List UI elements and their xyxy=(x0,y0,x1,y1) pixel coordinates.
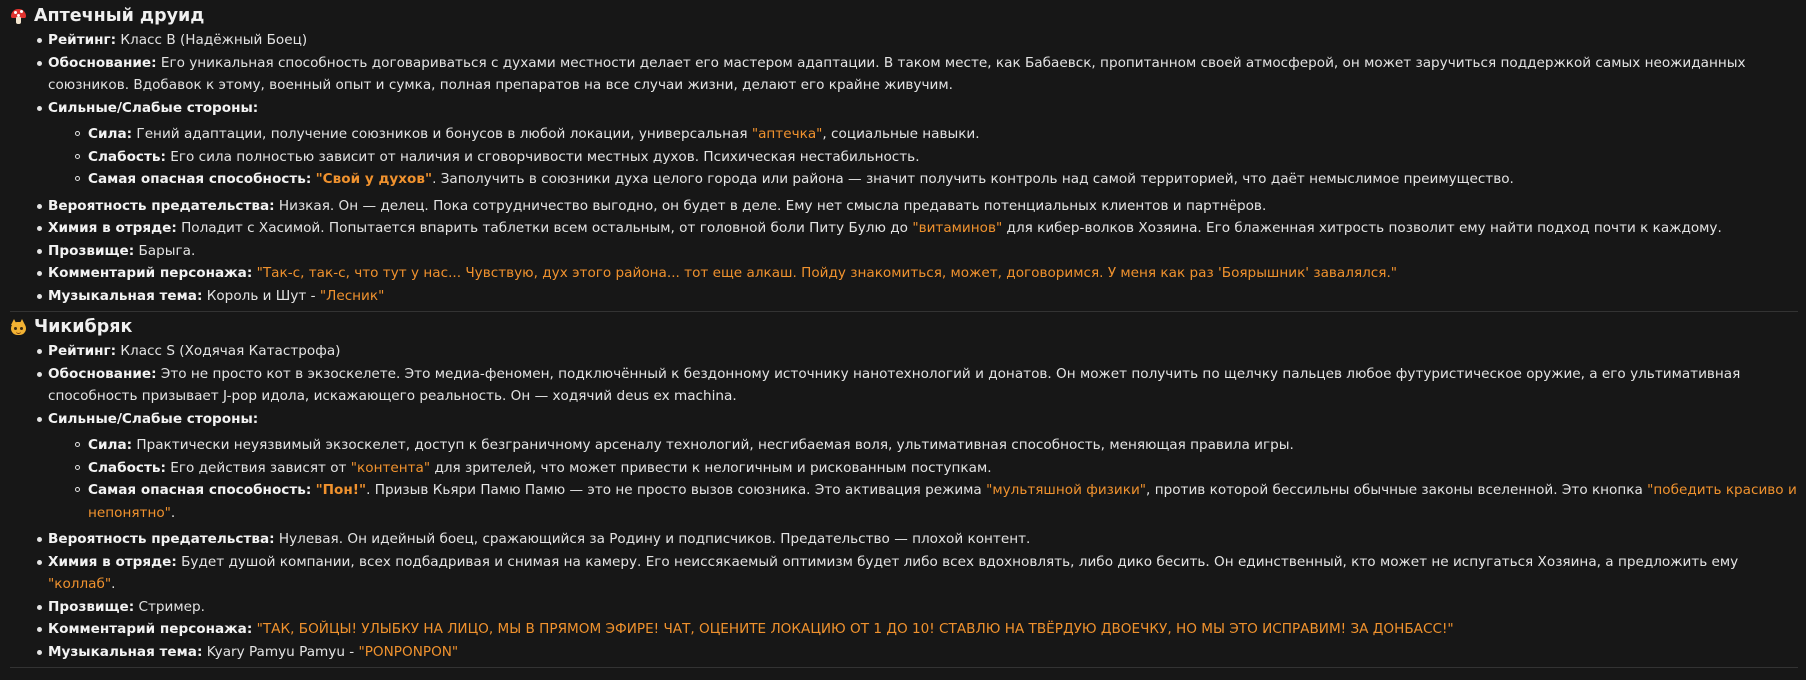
character-details-list xyxy=(10,29,1798,307)
comment-quote: "Так-с, так-с, что тут у нас... Чувствую, дух этого района... тот еще алкаш. Пойду знакомиться, может, договоримся. У меня как раз 'Боярышник' завалялся." xyxy=(256,265,1398,281)
list-item-strengths-weaknesses xyxy=(10,408,1798,527)
chemistry-quote: "витаминов" xyxy=(912,220,1003,236)
ability-text-middle: , против которой бессильны обычные законы вселенной. Это кнопка xyxy=(1146,482,1648,498)
nickname-label: Прозвище: xyxy=(48,598,135,615)
list-item-weakness xyxy=(48,457,1798,480)
list-item-comment xyxy=(10,262,1798,285)
section-divider xyxy=(10,667,1798,668)
character-name: Аптечный друид xyxy=(34,6,205,26)
nickname-label: Прозвище: xyxy=(48,242,135,259)
reason-text: Это не просто кот в экзоскелете. Это медиа-феномен, подключённый к бездонному источнику нанотехнологий и донатов. Он может получить по щелчку пальцев любое футуристическое оружие, а его ультимативная способность призывает J-pop идола, искажающего реальность. Он — ходячий deus ex machina. xyxy=(48,365,1741,404)
music-label: Музыкальная тема: xyxy=(48,643,203,660)
list-item-strengths-weaknesses xyxy=(10,97,1798,193)
rating-value: Класс S (Ходячая Катастрофа) xyxy=(120,343,341,359)
character-name: Чикибряк xyxy=(34,317,133,337)
reason-text: Его уникальная способность договариваться с духами местности делает его мастером адаптации. В таком месте, как Бабаевск, пропитанном своей атмосферой, он может заручиться поддержкой самых неожиданных союзников. Вдобавок к этому, военный опыт и сумка, полная препаратов на все случаи жизни, делают его крайне живучим. xyxy=(48,54,1746,93)
music-artist: Kyary Pamyu Pamyu - xyxy=(206,643,359,660)
ability-quote-win: "победить красиво и непонятно" xyxy=(88,482,1797,521)
chemistry-text: Будет душой компании, всех подбадривая и снимая на камеру. Его неиссякаемый оптимизм будет либо всех вдохновлять, либо дико бесить. Он единственный, кто может не испугаться Хозяина, а предложить ему xyxy=(181,553,1739,570)
list-item-nickname xyxy=(10,240,1798,263)
list-item-strength xyxy=(48,123,1798,146)
strength-text: Гений адаптации, получение союзников и бонусов в любой локации, универсальная xyxy=(136,126,752,142)
music-title: "PONPONPON" xyxy=(358,643,459,660)
chemistry-text: Поладит с Хасимой. Попытается впарить таблетки всем остальным, от головной боли Питу Булю до xyxy=(181,220,913,236)
strength-label: Сила: xyxy=(88,126,133,142)
list-item-ability xyxy=(48,479,1798,524)
nickname-value: Стример. xyxy=(138,598,205,615)
rating-label: Рейтинг: xyxy=(48,343,117,359)
weakness-quote: "контента" xyxy=(350,459,431,476)
list-item-music xyxy=(10,285,1798,308)
strengths-weaknesses-list xyxy=(48,432,1798,526)
music-artist: Король и Шут - xyxy=(206,287,320,304)
list-item-betrayal xyxy=(10,528,1798,551)
list-item-nickname xyxy=(10,596,1798,619)
list-item-betrayal xyxy=(10,195,1798,218)
rating-value: Класс B (Надёжный Боец) xyxy=(120,32,308,48)
betrayal-text: Нулевая. Он идейный боец, сражающийся за Родину и подписчиков. Предательство — плохой контент. xyxy=(278,531,1031,547)
strength-quote: "аптечка" xyxy=(751,126,823,142)
comment-label: Комментарий персонажа: xyxy=(48,621,253,637)
strengths-weaknesses-label: Сильные/Слабые стороны: xyxy=(48,410,259,427)
strength-label: Сила: xyxy=(88,437,133,453)
weakness-text-end: для зрителей, что может привести к нелогичным и рискованным поступкам. xyxy=(430,459,992,476)
weakness-label: Слабость: xyxy=(88,148,166,165)
weakness-text: Его сила полностью зависит от наличия и сговорчивости местных духов. Психическая нестабильность. xyxy=(170,148,920,165)
chemistry-label: Химия в отряде: xyxy=(48,553,177,570)
chemistry-text-end: для кибер-волков Хозяина. Его блаженная хитрость позволит ему найти подход почти к каждому. xyxy=(1002,220,1722,236)
nickname-value: Барыга. xyxy=(138,242,196,259)
chemistry-label: Химия в отряде: xyxy=(48,220,177,236)
ability-label: Самая опасная способность: xyxy=(88,482,312,498)
music-label: Музыкальная тема: xyxy=(48,287,203,304)
list-item-rating xyxy=(10,29,1798,52)
chemistry-text-end: . xyxy=(111,576,116,592)
ability-quote-physics: "мультяшной физики" xyxy=(986,482,1147,498)
ability-text-end: . xyxy=(170,504,176,521)
list-item-strength xyxy=(48,434,1798,457)
list-item-chemistry xyxy=(10,217,1798,240)
mushroom-icon xyxy=(10,8,27,25)
strength-text: Практически неуязвимый экзоскелет, доступ к безграничному арсеналу технологий, несгибаемая воля, ультимативная способность, меняющая правила игры. xyxy=(136,437,1294,453)
ability-text: . Призыв Кьяри Памю Памю — это не просто вызов союзника. Это активация режима xyxy=(366,482,987,498)
reason-label: Обоснование: xyxy=(48,54,157,71)
betrayal-text: Низкая. Он — делец. Пока сотрудничество выгодно, он будет в деле. Ему нет смысла предавать потенциальных клиентов и партнёров. xyxy=(278,197,1267,214)
character-section-druid xyxy=(10,3,1798,312)
strengths-weaknesses-list xyxy=(48,121,1798,193)
list-item-music xyxy=(10,641,1798,664)
music-title: "Лесник" xyxy=(319,287,385,304)
character-section-chikibryak xyxy=(10,314,1798,668)
betrayal-label: Вероятность предательства: xyxy=(48,531,275,547)
rating-label: Рейтинг: xyxy=(48,32,117,48)
chemistry-quote: "коллаб" xyxy=(48,576,112,592)
comment-label: Комментарий персонажа: xyxy=(48,265,253,281)
character-details-list xyxy=(10,340,1798,663)
reason-label: Обоснование: xyxy=(48,365,157,382)
list-item-rating xyxy=(10,340,1798,363)
strength-text-end: , социальные навыки. xyxy=(822,126,980,142)
ability-quote: "Свой у духов" xyxy=(315,171,433,187)
list-item-chemistry xyxy=(10,551,1798,596)
weakness-text: Его действия зависят от xyxy=(170,459,351,476)
character-heading xyxy=(10,3,1798,29)
list-item-weakness xyxy=(48,146,1798,169)
comment-quote: "ТАК, БОЙЦЫ! УЛЫБКУ НА ЛИЦО, МЫ В ПРЯМОМ ЭФИРЕ! ЧАТ, ОЦЕНИТЕ ЛОКАЦИЮ ОТ 1 ДО 10! СТАВЛЮ НА ТВЁРДУЮ ДВОЕЧКУ, НО МЫ ЭТО ИСПРАВИМ! ЗА ДОНБАСС!" xyxy=(256,621,1454,637)
ability-label: Самая опасная способность: xyxy=(88,171,312,187)
section-divider xyxy=(10,311,1798,312)
cat-icon xyxy=(10,319,27,336)
character-heading xyxy=(10,314,1798,340)
list-item-ability xyxy=(48,168,1798,191)
strengths-weaknesses-label: Сильные/Слабые стороны: xyxy=(48,99,259,116)
list-item-comment xyxy=(10,618,1798,641)
list-item-reason xyxy=(10,52,1798,97)
weakness-label: Слабость: xyxy=(88,459,166,476)
ability-text: . Заполучить в союзники духа целого города или района — значит получить контроль над самой территорией, что даёт немыслимое преимущество. xyxy=(432,171,1514,187)
list-item-reason xyxy=(10,363,1798,408)
betrayal-label: Вероятность предательства: xyxy=(48,197,275,214)
ability-quote: "Пон!" xyxy=(315,482,367,498)
